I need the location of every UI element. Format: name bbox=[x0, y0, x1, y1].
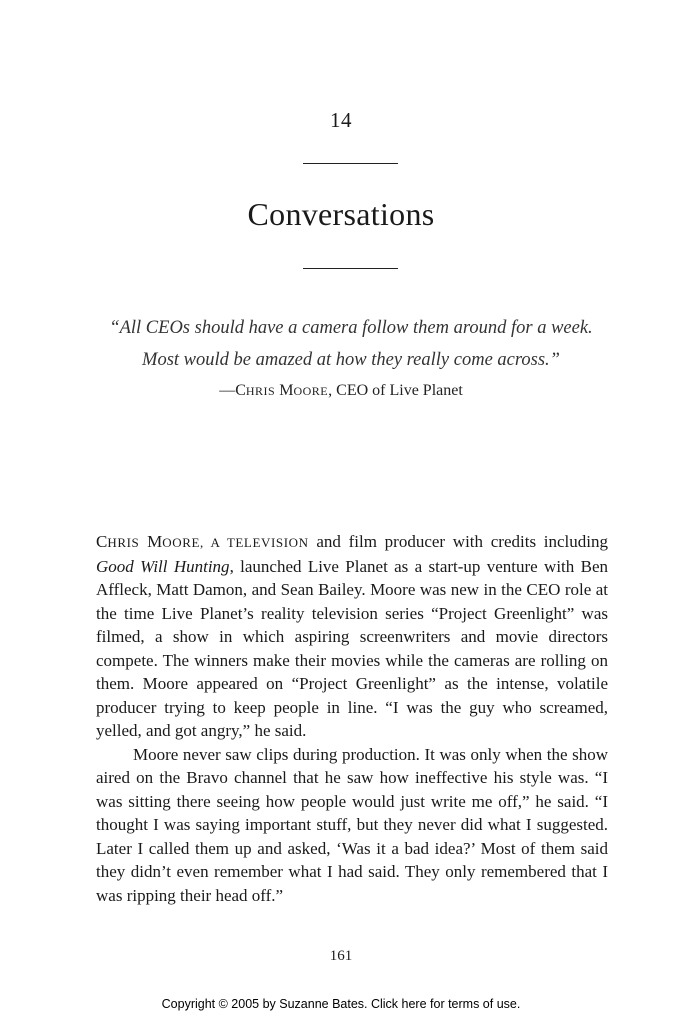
attribution-role: , CEO of Live Planet bbox=[328, 382, 463, 399]
paragraph-1-part-b: , launched Live Planet as a start-up venture with Ben Affleck, Matt Damon, and Sean Bailey. Moore was new in the CEO role at the time Live Planet’s reality television series “Project Greenlight” was filmed, a show in which aspiring screenwriters and movie directors compete. The winners make their movies while the cameras are rolling on them. Moore appeared on “Project Greenlight” as the intense, volatile producer trying to keep people in line. “I was the guy who screamed, yelled, and got angry,” he said. bbox=[96, 556, 608, 740]
epigraph-attribution bbox=[0, 382, 682, 400]
leadin-oore: OORE bbox=[162, 535, 201, 550]
terms-link[interactable]: Copyright © 2005 by Suzanne Bates. Click here for terms of use. bbox=[161, 997, 521, 1011]
chapter-number: 14 bbox=[330, 108, 352, 132]
chapter-divider-bottom bbox=[303, 268, 398, 269]
paragraph-1 bbox=[96, 530, 608, 743]
page-number: 161 bbox=[329, 948, 353, 964]
copyright-footer bbox=[0, 997, 682, 1011]
chapter-divider-top bbox=[303, 163, 398, 164]
paragraph-1-part-a: and film producer with credits including bbox=[308, 532, 608, 551]
epigraph-quote: “All CEOs should have a camera follow them around for a week. Most would be amazed at how they really come across.” bbox=[109, 318, 593, 370]
attribution-dash: — bbox=[219, 382, 236, 399]
leadin-hris: HRIS bbox=[107, 535, 140, 550]
film-title: Good Will Hunting bbox=[96, 556, 230, 576]
leadin-m: M bbox=[147, 532, 163, 551]
leadin-rest: , A TELEVISION bbox=[200, 535, 309, 550]
attribution-first-cap: C bbox=[235, 382, 246, 399]
paragraph-2: Moore never saw clips during production. It was only when the show aired on the Bravo channel that he saw how ineffective his style was. “I was sitting there seeing how people would just write me off,” he said. “I thought I was saying important stuff, but they never did what I suggested. Later I called them up and asked, ‘Was it a bad idea?’ Most of them said they didn’t even remember what I had said. They only remembered that I was ripping their head off.” bbox=[96, 744, 608, 905]
attribution-last-cap: M bbox=[279, 382, 294, 399]
leadin-c: C bbox=[96, 532, 108, 551]
attribution-first-rest: HRIS bbox=[245, 384, 276, 398]
chapter-title: Conversations bbox=[247, 196, 435, 232]
attribution-last-rest: OORE bbox=[293, 384, 329, 398]
body-text bbox=[96, 530, 608, 907]
